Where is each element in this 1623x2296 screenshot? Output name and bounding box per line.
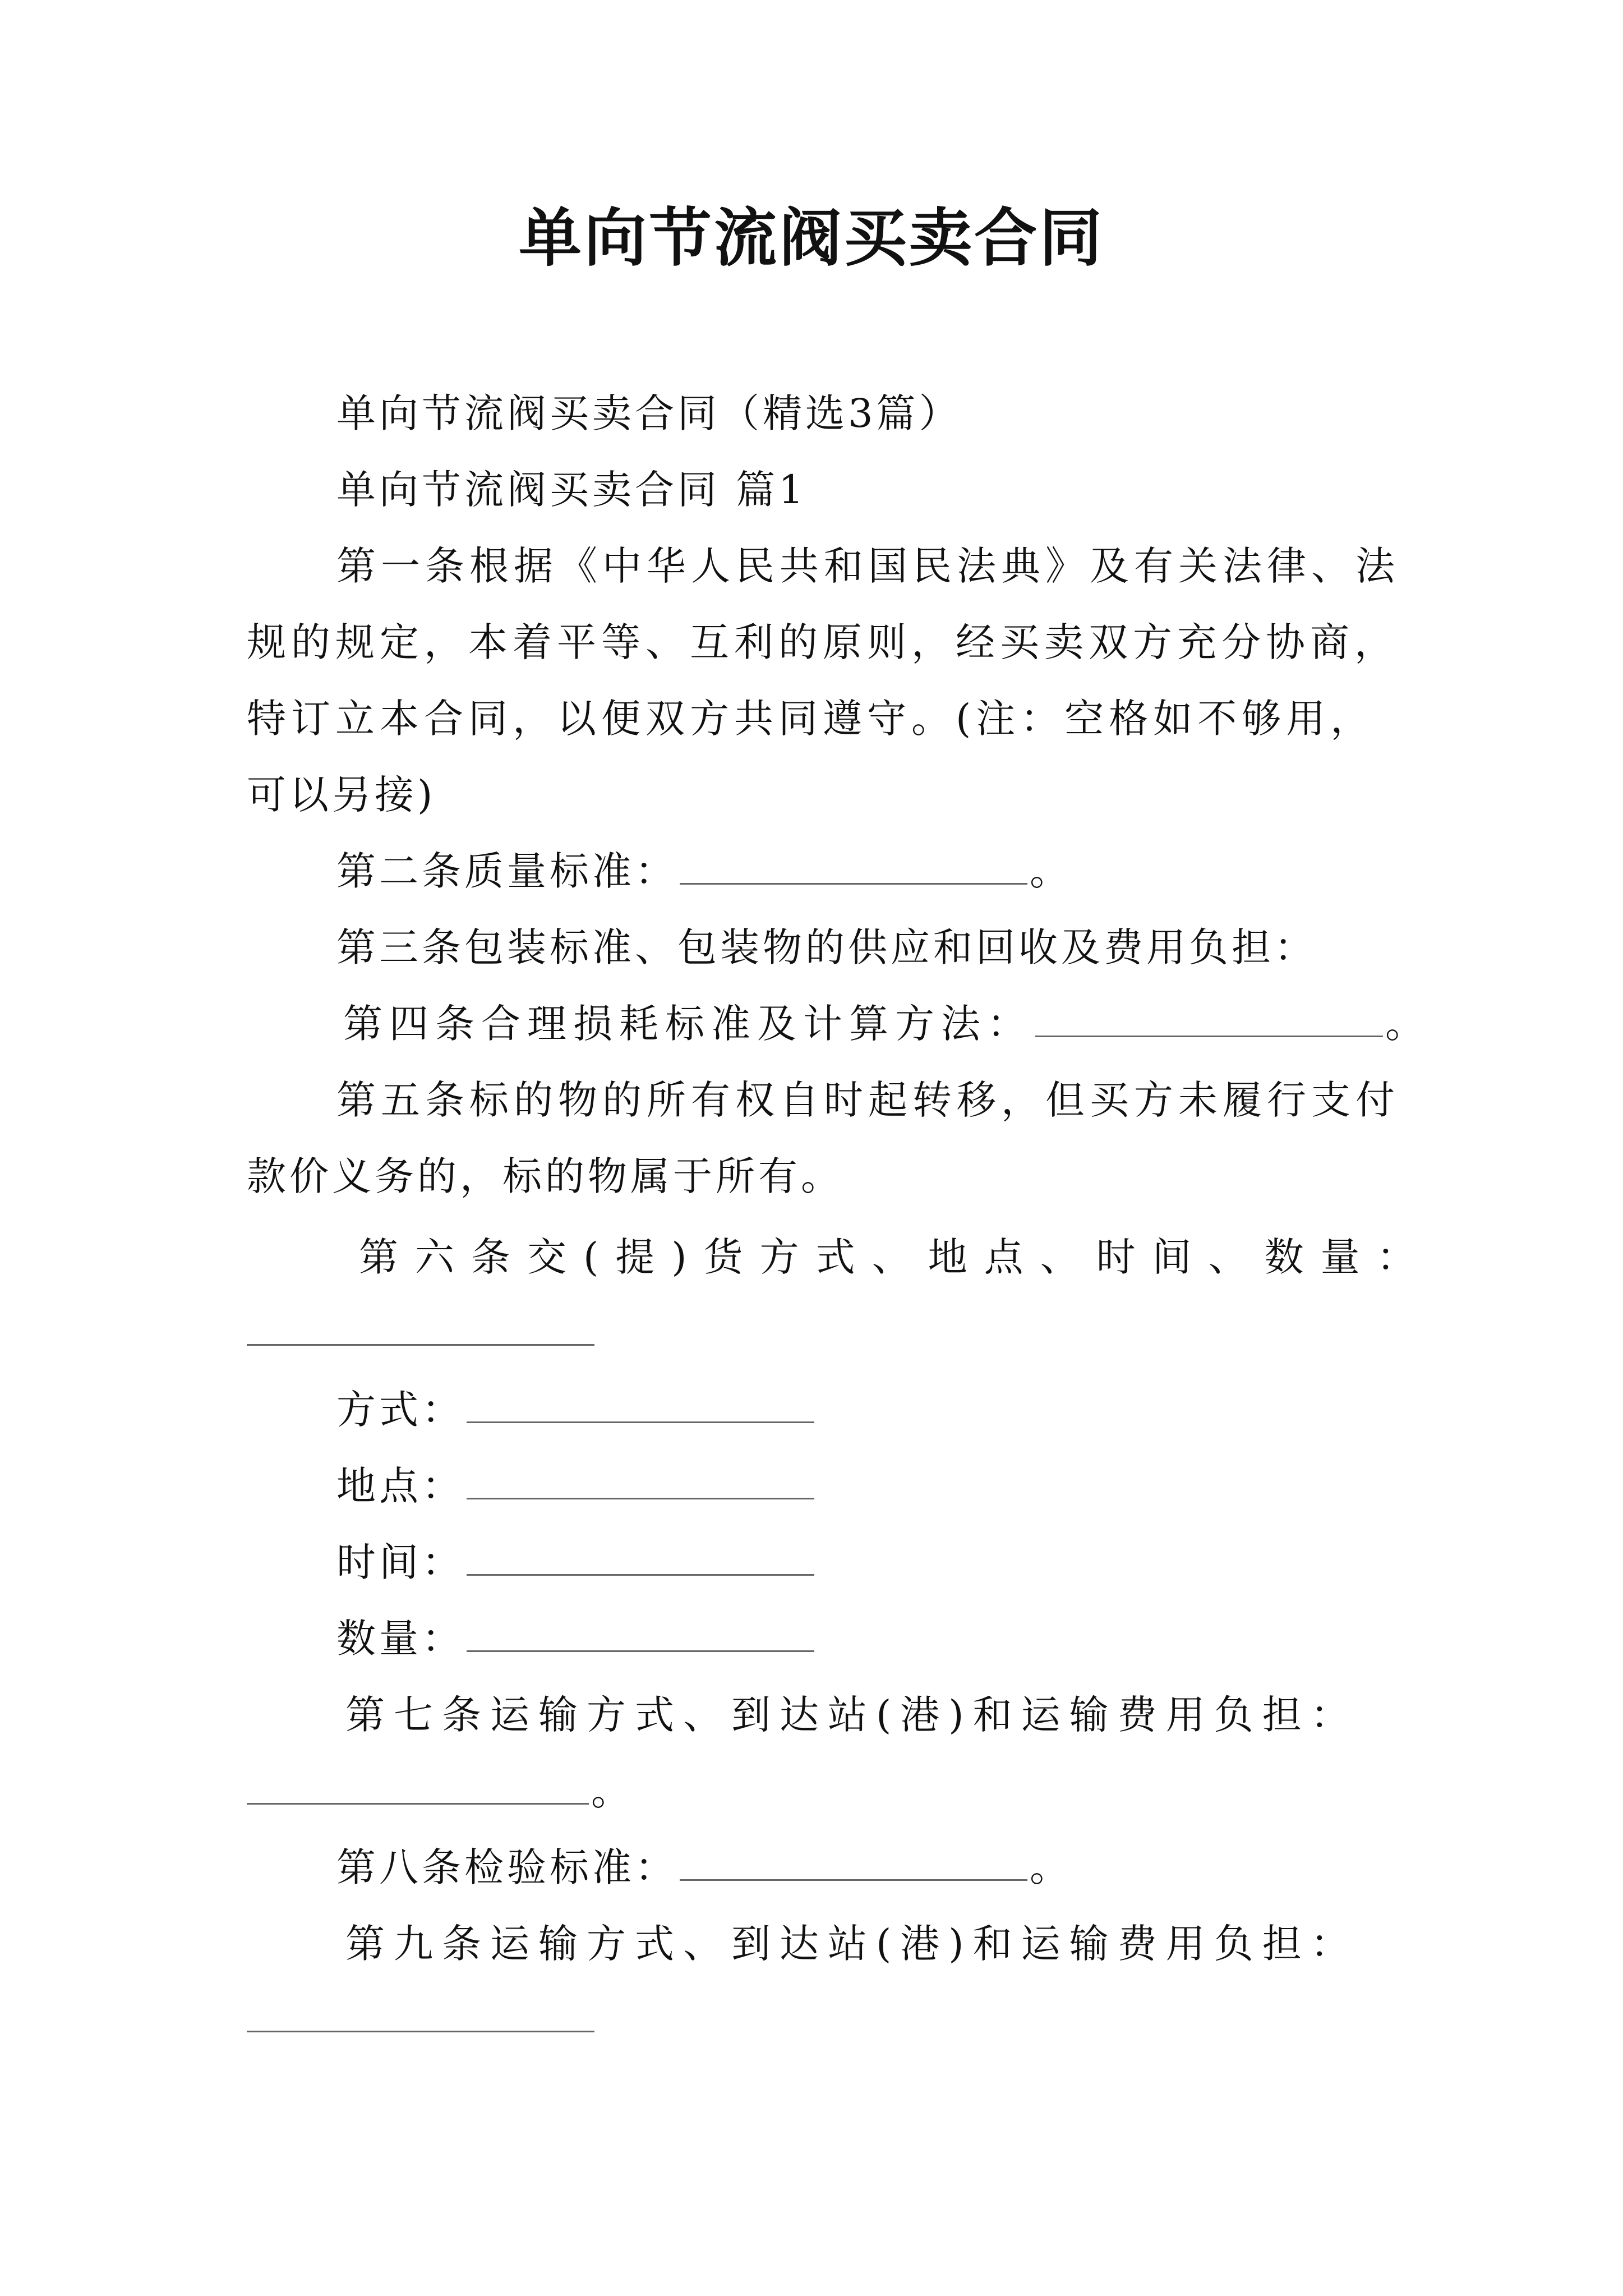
article-4-end: 。 — [1385, 1001, 1431, 1047]
article-6: 第六条交(提)货方式、地点、时间、数量： — [359, 1234, 1433, 1280]
article-8-label: 第八条检验标准： — [336, 1844, 677, 1890]
method-label: 方式： — [336, 1387, 464, 1433]
article-2 — [336, 846, 1072, 896]
time-label: 时间： — [336, 1539, 464, 1585]
article-8-end: 。 — [1030, 1844, 1072, 1890]
time-blank — [467, 1540, 814, 1576]
section-heading: 单向节流阀买卖合同 篇1 — [336, 467, 807, 513]
article-5-line-1: 第五条标的物的所有权自时起转移，但买方未履行支付 — [336, 1077, 1400, 1123]
quality-standard-blank — [680, 849, 1027, 885]
method-blank — [467, 1388, 814, 1423]
delivery-blank — [247, 1344, 594, 1346]
place-row — [336, 1461, 817, 1511]
time-row — [336, 1537, 817, 1588]
article-2-label: 第二条质量标准： — [336, 848, 677, 894]
method-row — [336, 1384, 817, 1435]
transport-blank — [247, 1769, 589, 1805]
article-3: 第三条包装标准、包装物的供应和回收及费用负担： — [336, 924, 1317, 970]
place-blank — [467, 1464, 814, 1499]
article-7-blank-row — [247, 1766, 634, 1816]
article-5-line-2: 款价义务的，标的物属于所有。 — [247, 1153, 843, 1199]
article-7-end: 。 — [591, 1768, 634, 1814]
article-9: 第九条运输方式、到达站(港)和运输费用负担： — [345, 1921, 1359, 1967]
article-1-line-3: 特订立本合同，以便双方共同遵守。(注：空格如不够用， — [247, 696, 1375, 742]
place-label: 地点： — [336, 1463, 464, 1509]
inspection-blank — [680, 1846, 1027, 1881]
quantity-label: 数量： — [336, 1616, 464, 1662]
article-4 — [343, 999, 1431, 1049]
quantity-row — [336, 1613, 817, 1664]
article-1-line-2: 规的规定，本着平等、互利的原则，经买卖双方充分协商， — [247, 619, 1399, 665]
article-8 — [336, 1842, 1072, 1893]
article-7: 第七条运输方式、到达站(港)和运输费用负担： — [345, 1692, 1359, 1738]
article-2-end: 。 — [1030, 848, 1072, 894]
article-1-line-4: 可以另接) — [247, 772, 436, 818]
document-title: 单向节流阀买卖合同 — [519, 201, 1104, 275]
article-1-line-1: 第一条根据《中华人民共和国民法典》及有关法律、法 — [336, 543, 1400, 589]
subtitle: 单向节流阀买卖合同（精选3篇） — [336, 390, 962, 436]
quantity-blank — [467, 1617, 814, 1652]
article-4-label: 第四条合理损耗标准及计算方法： — [343, 1001, 1033, 1047]
article-9-blank — [247, 2031, 594, 2032]
loss-standard-blank — [1035, 1002, 1383, 1037]
